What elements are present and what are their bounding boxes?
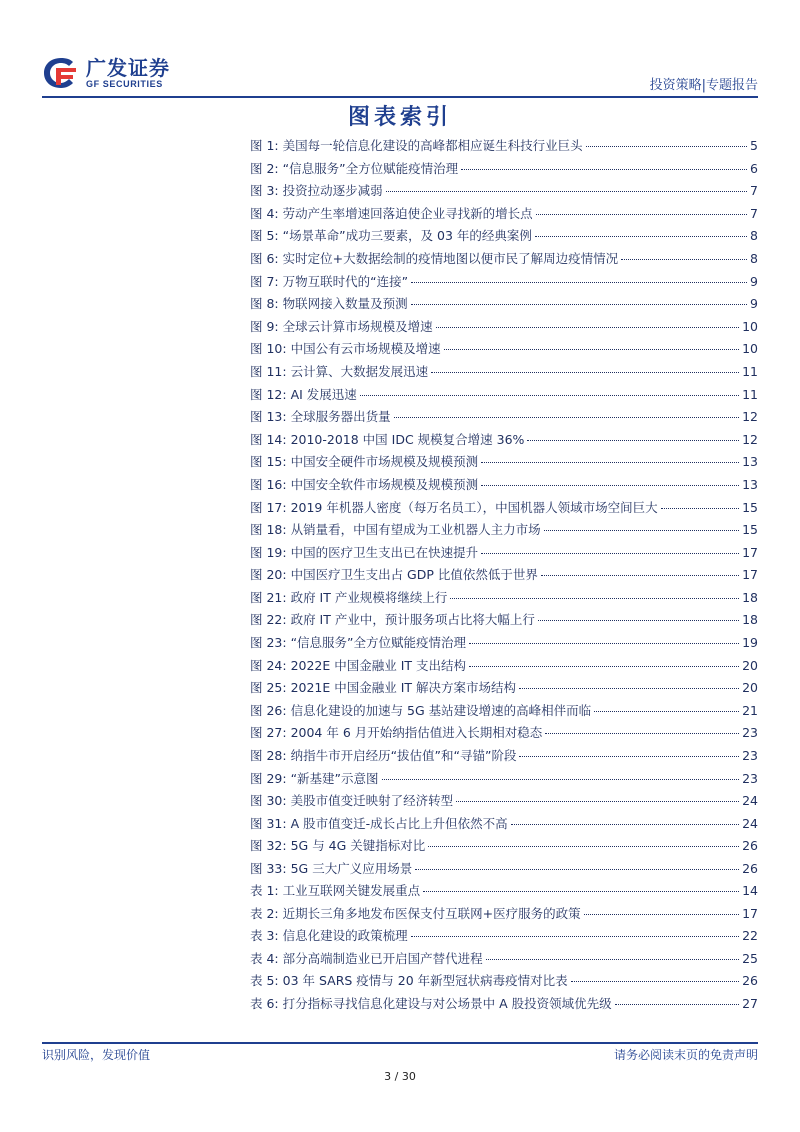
- table-entry-title: [250, 970, 568, 993]
- figure-entry-title: [250, 203, 533, 226]
- figure-entry-text: “信息服务”全方位赋能疫情治理: [290, 635, 467, 651]
- figure-entry[interactable]: [250, 632, 758, 655]
- figure-entry-label: 图 4:: [250, 205, 279, 221]
- page-number: 3 / 30: [384, 1070, 416, 1083]
- figure-entry-page: 9: [750, 296, 758, 312]
- table-index: [250, 880, 758, 1016]
- figure-entry-label: 图 30:: [250, 793, 287, 809]
- figure-entry-title: [250, 316, 433, 339]
- table-entry-title: [250, 903, 581, 926]
- figure-entry[interactable]: [250, 271, 758, 294]
- figure-entry-page: 11: [742, 386, 758, 402]
- table-entry-label: 表 6:: [250, 995, 279, 1011]
- figure-entry-title: [250, 406, 391, 429]
- figure-entry-text: 中国公有云市场规模及增速: [290, 341, 441, 357]
- figure-index: [250, 135, 758, 881]
- figure-entry-label: 图 15:: [250, 454, 287, 470]
- figure-entry-page: 5: [750, 138, 758, 153]
- table-entry[interactable]: [250, 925, 758, 948]
- figure-entry-text: 政府 IT 产业规模将继续上行: [290, 589, 448, 605]
- figure-entry-label: 图 20:: [250, 567, 287, 583]
- figure-entry[interactable]: [250, 293, 758, 316]
- figure-entry-page: 17: [742, 544, 758, 560]
- dot-leader: [456, 801, 739, 802]
- figure-entry[interactable]: [250, 745, 758, 768]
- figure-entry-page: 6: [750, 160, 758, 176]
- figure-entry-title: [250, 677, 516, 700]
- figure-entry-page: 8: [750, 250, 758, 266]
- figure-entry-page: 24: [742, 815, 758, 831]
- figure-entry-title: [250, 813, 508, 836]
- dot-leader: [411, 304, 747, 305]
- figure-entry-text: 劳动产生率增速回落迫使企业寻找新的增长点: [282, 205, 533, 221]
- figure-entry-label: 图 16:: [250, 476, 287, 492]
- figure-entry-text: “信息服务”全方位赋能疫情治理: [282, 160, 459, 176]
- table-entry-title: [250, 948, 483, 971]
- table-entry-text: 近期长三角多地发布医保支付互联网+医疗服务的政策: [282, 905, 581, 921]
- figure-entry-page: 7: [750, 183, 758, 199]
- figure-entry-label: 图 6:: [250, 250, 279, 266]
- figure-entry[interactable]: [250, 790, 758, 813]
- figure-entry-title: [250, 497, 658, 520]
- figure-entry-page: 15: [742, 499, 758, 515]
- figure-entry-text: 2010-2018 中国 IDC 规模复合增速 36%: [290, 431, 525, 447]
- dot-leader: [469, 666, 739, 667]
- footer-divider: [42, 1042, 758, 1044]
- figure-entry[interactable]: [250, 451, 758, 474]
- figure-entry-text: 物联网接入数量及预测: [282, 296, 408, 312]
- dot-leader: [481, 553, 739, 554]
- dot-leader: [486, 959, 739, 960]
- figure-entry-text: 从销量看，中国有望成为工业机器人主力市场: [290, 522, 541, 538]
- figure-entry-text: 中国安全软件市场规模及规模预测: [290, 476, 479, 492]
- figure-entry-page: 20: [742, 657, 758, 673]
- figure-entry-title: [250, 587, 447, 610]
- figure-entry-text: 2022E 中国金融业 IT 支出结构: [290, 657, 467, 673]
- dot-leader: [415, 869, 739, 870]
- figure-entry-page: 11: [742, 363, 758, 379]
- figure-entry[interactable]: [250, 158, 758, 181]
- figure-entry-text: “场景革命”成功三要素，及 03 年的经典案例: [282, 228, 532, 244]
- dot-leader: [360, 395, 739, 396]
- figure-entry-label: 图 11:: [250, 363, 287, 379]
- figure-entry-label: 图 24:: [250, 657, 287, 673]
- dot-leader: [461, 169, 747, 170]
- figure-entry-title: [250, 135, 583, 158]
- figure-entry-label: 图 9:: [250, 318, 279, 334]
- figure-entry-label: 图 33:: [250, 861, 287, 876]
- table-entry-page: 14: [742, 883, 758, 898]
- figure-entry-title: [250, 158, 458, 181]
- figure-entry[interactable]: [250, 768, 758, 791]
- dot-leader: [411, 282, 747, 283]
- figure-entry-page: 17: [742, 567, 758, 583]
- dot-leader: [431, 372, 739, 373]
- dot-leader: [444, 349, 740, 350]
- figure-entry-title: [250, 384, 357, 407]
- table-entry-label: 表 3:: [250, 928, 279, 944]
- figure-entry-title: [250, 293, 408, 316]
- figure-entry-page: 26: [742, 861, 758, 876]
- figure-entry-text: 实时定位+大数据绘制的疫情地图以便市民了解周边疫情情况: [282, 250, 619, 266]
- figure-entry-title: [250, 858, 412, 881]
- dot-leader: [661, 508, 739, 509]
- figure-entry-title: [250, 835, 425, 858]
- figure-entry-label: 图 5:: [250, 228, 279, 244]
- figure-entry-label: 图 14:: [250, 431, 287, 447]
- figure-entry-page: 9: [750, 273, 758, 289]
- table-entry-text: 工业互联网关键发展重点: [282, 883, 421, 898]
- figure-entry-page: 23: [742, 725, 758, 741]
- figure-entry-text: A 股市值变迁-成长占比上升但依然不高: [290, 815, 508, 831]
- figure-entry-label: 图 12:: [250, 386, 287, 402]
- figure-entry[interactable]: [250, 609, 758, 632]
- dot-leader: [545, 733, 739, 734]
- figure-entry-title: [250, 700, 591, 723]
- dot-leader: [527, 440, 739, 441]
- table-entry-text: 打分指标寻找信息化建设与对公场景中 A 股投资领域优先级: [282, 995, 612, 1011]
- table-entry-title: [250, 880, 420, 903]
- table-entry-page: 17: [742, 905, 758, 921]
- figure-entry-page: 26: [742, 838, 758, 854]
- figure-entry-label: 图 21:: [250, 589, 287, 605]
- figure-entry-text: 5G 三大广义应用场景: [290, 861, 413, 876]
- gf-logo-icon: [42, 56, 80, 90]
- figure-entry-title: [250, 632, 466, 655]
- dot-leader: [436, 327, 739, 328]
- figure-entry-page: 18: [742, 589, 758, 605]
- dot-leader: [428, 846, 739, 847]
- figure-entry[interactable]: [250, 429, 758, 452]
- figure-entry-title: [250, 542, 478, 565]
- figure-entry-text: 中国医疗卫生支出占 GDP 比值依然低于世界: [290, 567, 538, 583]
- table-entry[interactable]: [250, 880, 758, 903]
- dot-leader: [621, 259, 747, 260]
- dot-leader: [615, 1004, 739, 1005]
- figure-entry-text: 美国每一轮信息化建设的高峰都相应诞生科技行业巨头: [282, 138, 583, 153]
- figure-entry-page: 23: [742, 770, 758, 786]
- figure-entry-text: 万物互联时代的“连接”: [282, 273, 409, 289]
- table-entry-label: 表 1:: [250, 883, 279, 898]
- figure-entry-page: 13: [742, 454, 758, 470]
- figure-entry-label: 图 17:: [250, 499, 287, 515]
- figure-entry-text: 云计算、大数据发展迅速: [290, 363, 429, 379]
- table-entry[interactable]: [250, 903, 758, 926]
- dot-leader: [519, 756, 739, 757]
- figure-entry-text: AI 发展迅速: [290, 386, 357, 402]
- figure-entry-text: 2004 年 6 月开始纳指估值进入长期相对稳态: [290, 725, 543, 741]
- dot-leader: [535, 236, 747, 237]
- table-entry-page: 26: [742, 973, 758, 989]
- figure-entry-label: 图 25:: [250, 680, 287, 696]
- figure-entry[interactable]: [250, 384, 758, 407]
- table-entry-page: 22: [742, 928, 758, 944]
- dot-leader: [481, 462, 739, 463]
- figure-entry[interactable]: [250, 655, 758, 678]
- figure-entry-page: 12: [742, 409, 758, 425]
- figure-entry-title: [250, 609, 535, 632]
- dot-leader: [519, 688, 739, 689]
- figure-entry-page: 10: [742, 341, 758, 357]
- figure-entry-page: 21: [742, 702, 758, 718]
- figure-entry-title: [250, 451, 478, 474]
- figure-entry[interactable]: [250, 406, 758, 429]
- figure-entry[interactable]: [250, 858, 758, 881]
- figure-entry-label: 图 28:: [250, 748, 287, 764]
- table-entry[interactable]: [250, 993, 758, 1016]
- figure-entry-page: 13: [742, 476, 758, 492]
- table-entry-title: [250, 925, 408, 948]
- figure-entry-label: 图 27:: [250, 725, 287, 741]
- figure-entry-title: [250, 180, 383, 203]
- figure-entry-label: 图 26:: [250, 702, 287, 718]
- table-entry-page: 25: [742, 950, 758, 966]
- page-header: [42, 52, 758, 96]
- figure-entry-text: “新基建”示意图: [290, 770, 379, 786]
- footer-disclaimer: 请务必阅读末页的免责声明: [613, 1048, 758, 1062]
- figure-entry-label: 图 31:: [250, 815, 287, 831]
- figure-entry[interactable]: [250, 203, 758, 226]
- table-entry-title: [250, 993, 612, 1016]
- figure-entry[interactable]: [250, 722, 758, 745]
- logo-english-name: GF SECURITIES: [86, 78, 163, 89]
- figure-entry-title: [250, 519, 541, 542]
- figure-entry[interactable]: [250, 361, 758, 384]
- figure-entry-title: [250, 429, 524, 452]
- figure-entry[interactable]: [250, 542, 758, 565]
- figure-entry[interactable]: [250, 338, 758, 361]
- figure-entry-text: 中国的医疗卫生支出已在快速提升: [290, 544, 479, 560]
- figure-entry-text: 政府 IT 产业中，预计服务项占比将大幅上行: [290, 612, 535, 628]
- dot-leader: [571, 981, 739, 982]
- table-entry-text: 信息化建设的政策梳理: [282, 928, 408, 944]
- footer-slogan: 识别风险，发现价值: [42, 1048, 151, 1062]
- dot-leader: [423, 891, 739, 892]
- figure-entry-title: [250, 271, 408, 294]
- figure-entry-page: 7: [750, 205, 758, 221]
- table-entry[interactable]: [250, 970, 758, 993]
- figure-entry-text: 2019 年机器人密度（每万名员工），中国机器人领域市场空间巨大: [290, 499, 658, 515]
- figure-entry-label: 图 13:: [250, 409, 287, 425]
- dot-leader: [481, 485, 739, 486]
- table-entry-label: 表 2:: [250, 905, 279, 921]
- figure-entry[interactable]: [250, 474, 758, 497]
- figure-entry[interactable]: [250, 248, 758, 271]
- figure-entry-text: 投资拉动逐步减弱: [282, 183, 383, 199]
- dot-leader: [538, 620, 739, 621]
- figure-entry-text: 中国安全硬件市场规模及规模预测: [290, 454, 479, 470]
- figure-entry-title: [250, 225, 532, 248]
- figure-entry-text: 纳指牛市开启经历“拔估值”和“寻锚”阶段: [290, 748, 517, 764]
- figure-entry-label: 图 19:: [250, 544, 287, 560]
- figure-entry[interactable]: [250, 835, 758, 858]
- figure-entry-label: 图 7:: [250, 273, 279, 289]
- dot-leader: [386, 191, 747, 192]
- table-entry-page: 27: [742, 995, 758, 1011]
- table-entry[interactable]: [250, 948, 758, 971]
- figure-entry[interactable]: [250, 180, 758, 203]
- dot-leader: [450, 598, 739, 599]
- figure-entry[interactable]: [250, 225, 758, 248]
- table-entry-label: 表 5:: [250, 973, 279, 989]
- figure-entry-page: 8: [750, 228, 758, 244]
- dot-leader: [541, 575, 739, 576]
- figure-entry[interactable]: [250, 497, 758, 520]
- dot-leader: [544, 530, 740, 531]
- figure-entry-title: [250, 361, 428, 384]
- dot-leader: [382, 779, 740, 780]
- dot-leader: [594, 711, 739, 712]
- figure-entry-title: [250, 768, 379, 791]
- logo-chinese-name: 广发证券: [86, 55, 170, 80]
- figure-entry[interactable]: [250, 519, 758, 542]
- dot-leader: [536, 214, 747, 215]
- figure-entry-page: 23: [742, 748, 758, 764]
- figure-entry-label: 图 10:: [250, 341, 287, 357]
- figure-entry-text: 5G 与 4G 关键指标对比: [290, 838, 426, 854]
- figure-entry[interactable]: [250, 135, 758, 158]
- figure-entry-text: 全球云计算市场规模及增速: [282, 318, 433, 334]
- figure-entry-title: [250, 474, 478, 497]
- dot-leader: [411, 936, 739, 937]
- figure-entry-page: 20: [742, 680, 758, 696]
- figure-entry[interactable]: [250, 564, 758, 587]
- figure-entry-title: [250, 564, 538, 587]
- dot-leader: [586, 146, 747, 147]
- figure-entry[interactable]: [250, 316, 758, 339]
- figure-entry-label: 图 2:: [250, 160, 279, 176]
- figure-entry-title: [250, 338, 441, 361]
- figure-entry-text: 2021E 中国金融业 IT 解决方案市场结构: [290, 680, 517, 696]
- figure-entry-label: 图 8:: [250, 296, 279, 312]
- figure-entry-label: 图 23:: [250, 635, 287, 651]
- figure-entry-title: [250, 655, 466, 678]
- figure-entry-text: 全球服务器出货量: [290, 409, 391, 425]
- figure-entry-label: 图 29:: [250, 770, 287, 786]
- figure-entry-text: 美股市值变迁映射了经济转型: [290, 793, 454, 809]
- figure-entry-page: 12: [742, 431, 758, 447]
- figure-entry[interactable]: [250, 813, 758, 836]
- figure-entry-title: [250, 248, 618, 271]
- figure-entry[interactable]: [250, 677, 758, 700]
- table-entry-text: 03 年 SARS 疫情与 20 年新型冠状病毒疫情对比表: [282, 973, 568, 989]
- figure-entry-text: 信息化建设的加速与 5G 基站建设增速的高峰相伴而临: [290, 702, 592, 718]
- figure-entry-title: [250, 722, 542, 745]
- dot-leader: [469, 643, 739, 644]
- dot-leader: [584, 914, 739, 915]
- figure-entry-page: 18: [742, 612, 758, 628]
- figure-entry-label: 图 32:: [250, 838, 287, 854]
- figure-entry-page: 19: [742, 635, 758, 651]
- header-divider: [42, 96, 758, 98]
- figure-entry-page: 24: [742, 793, 758, 809]
- figure-entry-label: 图 3:: [250, 183, 279, 199]
- figure-entry-label: 图 18:: [250, 522, 287, 538]
- report-type: 投资策略|专题报告: [649, 78, 758, 93]
- figure-entry-label: 图 1:: [250, 138, 279, 153]
- figure-entry[interactable]: [250, 700, 758, 723]
- figure-entry-label: 图 22:: [250, 612, 287, 628]
- figure-entry[interactable]: [250, 587, 758, 610]
- company-logo: [42, 56, 170, 90]
- page-title: 图表索引: [347, 105, 452, 130]
- dot-leader: [511, 824, 739, 825]
- table-entry-label: 表 4:: [250, 950, 279, 966]
- dot-leader: [394, 417, 740, 418]
- figure-entry-page: 10: [742, 318, 758, 334]
- table-entry-text: 部分高端制造业已开启国产替代进程: [282, 950, 483, 966]
- figure-entry-title: [250, 745, 516, 768]
- figure-entry-title: [250, 790, 453, 813]
- figure-entry-page: 15: [742, 522, 758, 538]
